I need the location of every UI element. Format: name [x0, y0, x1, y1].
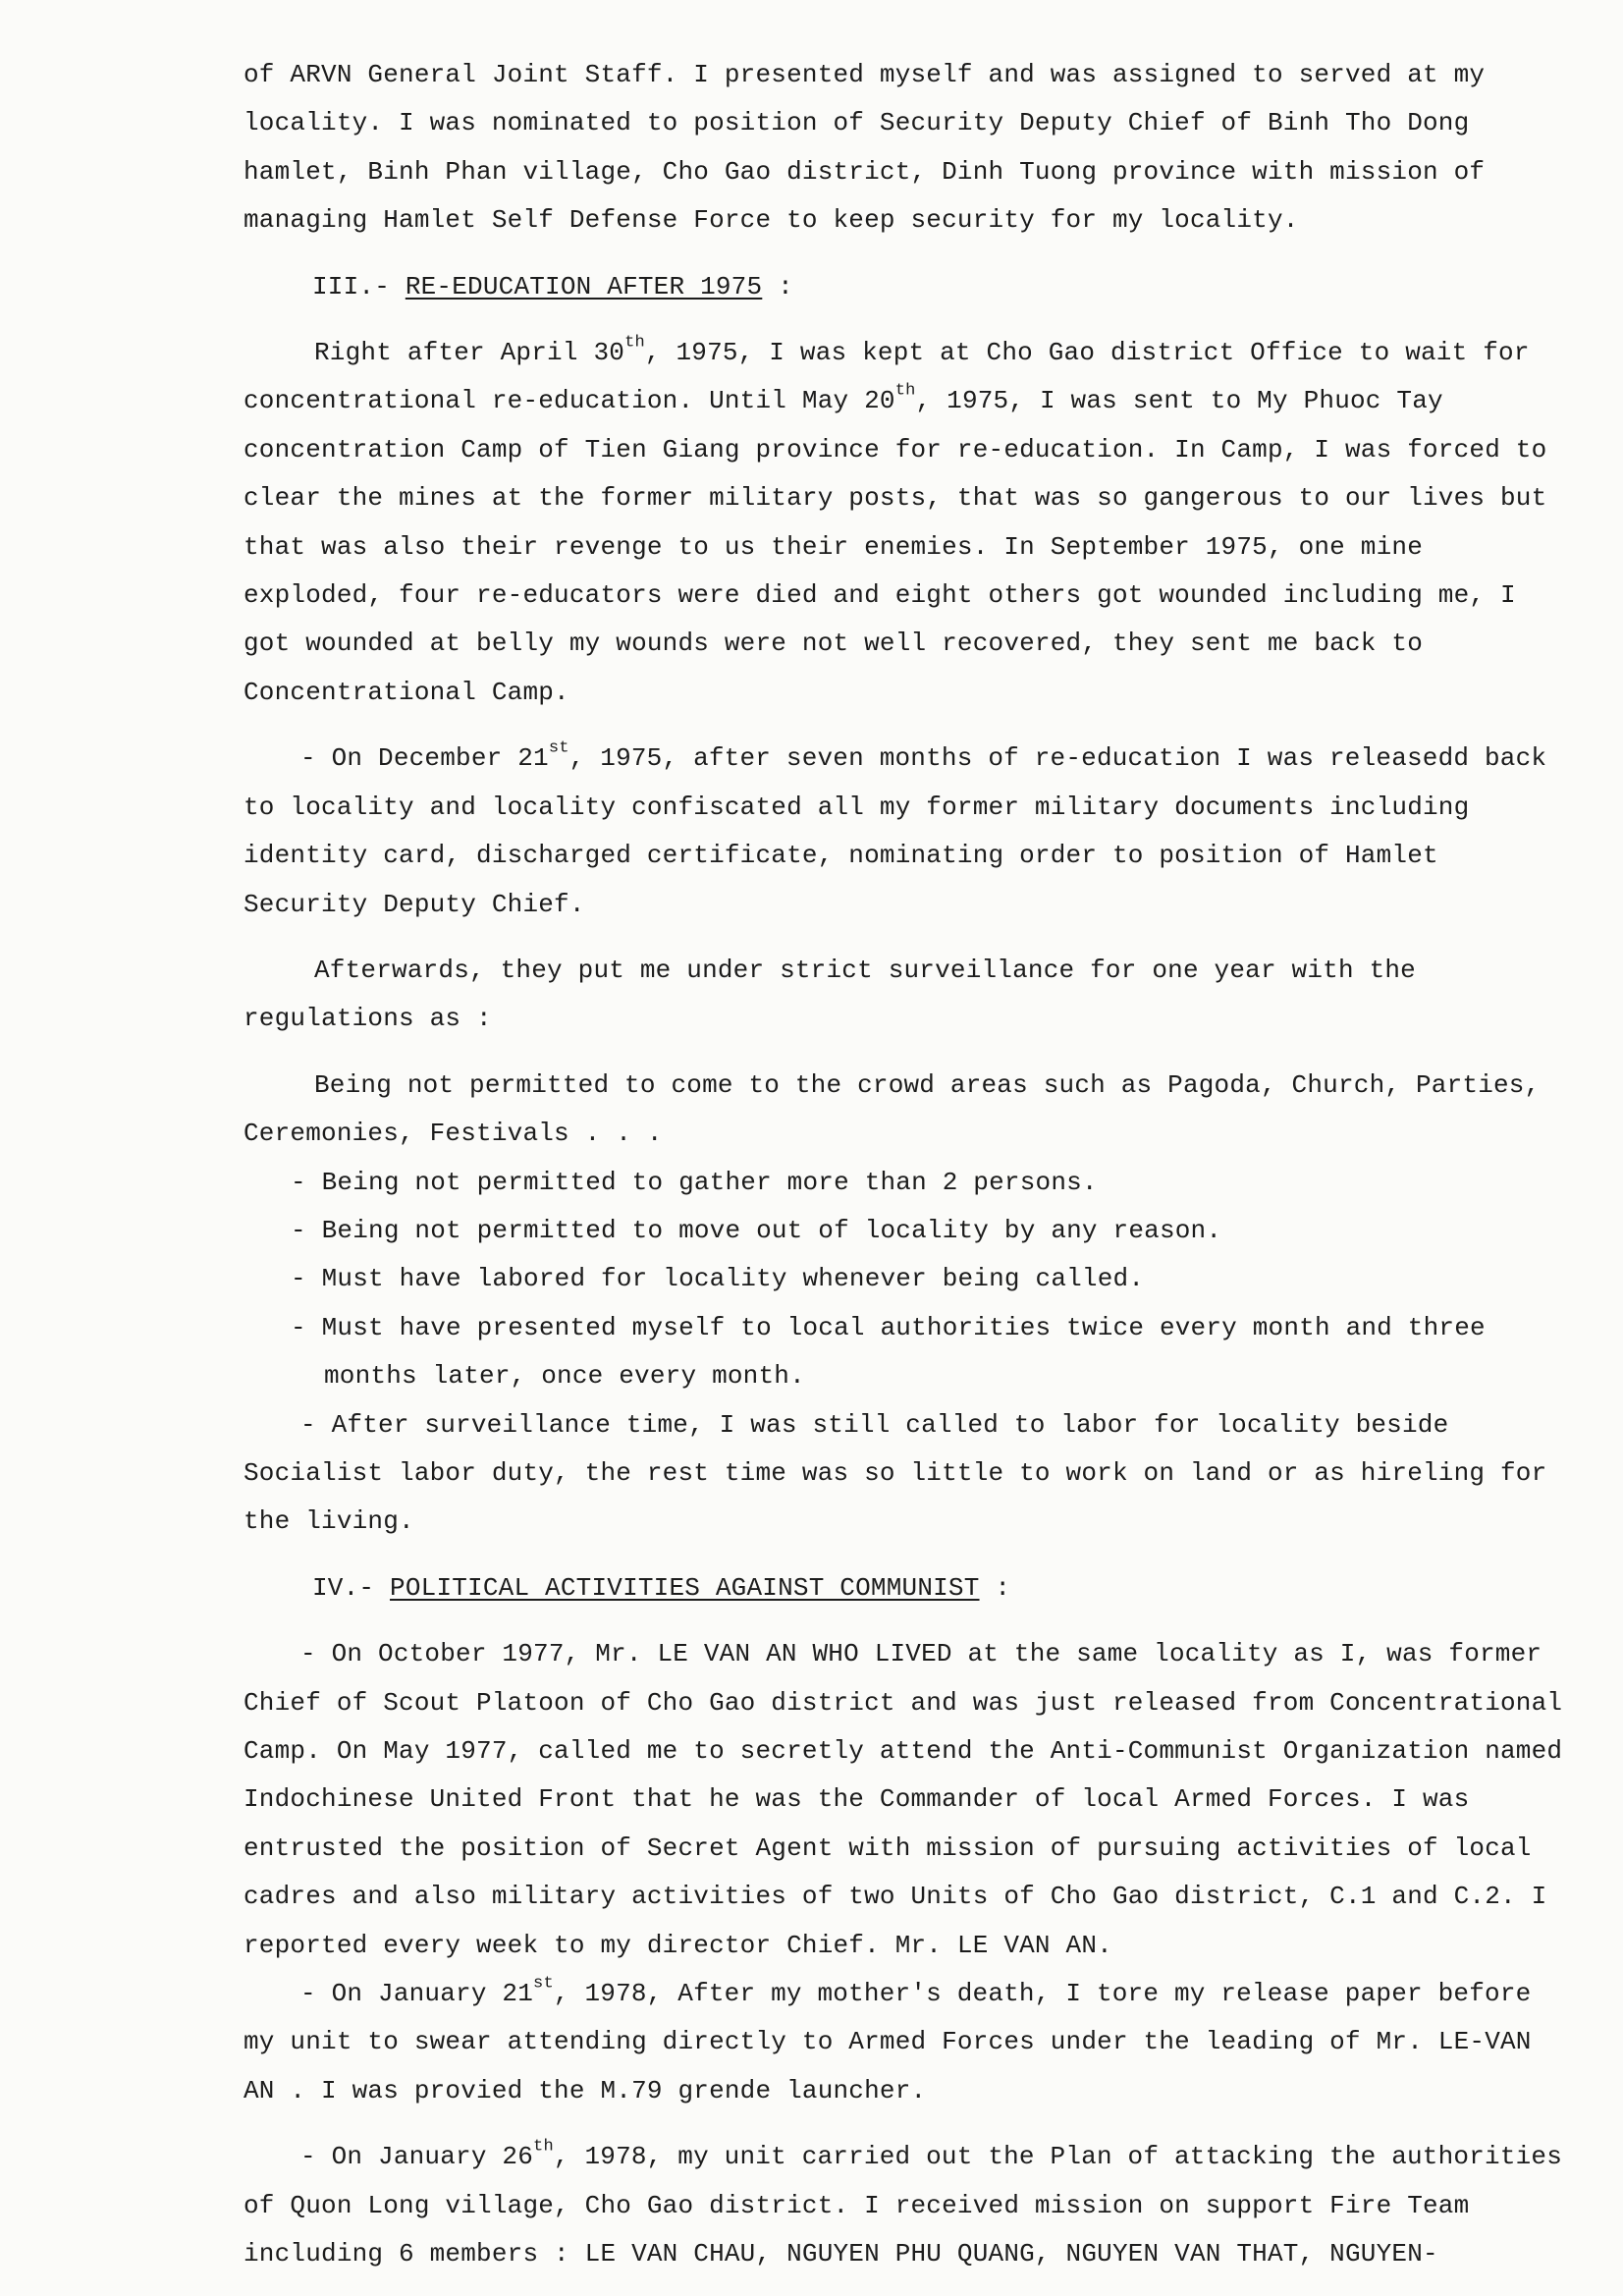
- section-number: IV.-: [312, 1572, 375, 1603]
- paragraph-attack-plan: - On January 26th, 1978, my unit carried out the Plan of attacking the authorities of Quon Long village, Cho Gao district. I received mission on support Fire Team including 6 members : LE VAN CHAU, NGUYEN PHU QUANG, NGUYEN VAN THAT, NGUYEN-: [243, 2137, 1563, 2269]
- section-heading-re-education: [312, 263, 1564, 311]
- list-item: - Being not permitted to gather more than 2 persons.: [291, 1167, 1098, 1197]
- paragraph-arvn-assignment: of ARVN General Joint Staff. I presented myself and was assigned to served at my locality. I was nominated to position of Security Deputy Chief of Binh Tho Dong hamlet, Binh Phan village, Cho Gao district, Dinh Tuong province with mission of managing Hamlet Self Defense Force to keep security for my locality.: [243, 60, 1486, 236]
- section-colon: :: [762, 271, 793, 301]
- section-title: POLITICAL ACTIVITIES AGAINST COMMUNIST: [390, 1572, 980, 1603]
- section-colon: :: [979, 1572, 1011, 1603]
- section-heading-political-activities: [312, 1564, 1564, 1613]
- list-item: - Being not permitted to move out of locality by any reason.: [291, 1215, 1222, 1245]
- section-number: III.-: [312, 271, 391, 301]
- paragraph-surveillance: Afterwards, they put me under strict surveillance for one year with the regulations as :: [243, 955, 1416, 1034]
- paragraph-concentration-camp: Right after April 30th, 1975, I was kept at Cho Gao district Office to wait for concentrational re-education. Until May 20th, 1975, I was sent to My Phuoc Tay concentration Camp of Tien Giang province for re-education. In Camp, I was forced to clear the mines at the former military posts, that was so gangerous to our lives but that was also their revenge to us their enemies. In September 1975, one mine exploded, four re-educators were died and eight others got wounded including me, I got wounded at belly my wounds were not well recovered, they sent me back to Concentrational Camp.: [243, 333, 1547, 707]
- section-title: RE-EDUCATION AFTER 1975: [405, 271, 763, 301]
- list-item: - Must have presented myself to local authorities twice every month and three months later, once every month.: [291, 1312, 1486, 1392]
- list-item: - Must have labored for locality whenever being called.: [291, 1264, 1145, 1294]
- paragraph-release: - On December 21st, 1975, after seven months of re-education I was releasedd back to locality and locality confiscated all my former military documents including identity card, discharged certificate, nominating order to position of Hamlet Security Deputy Chief.: [243, 738, 1547, 919]
- paragraph-crowd-areas: Being not permitted to come to the crowd areas such as Pagoda, Church, Parties, Ceremonies, Festivals . . .: [243, 1069, 1541, 1149]
- paragraph-armed-forces: - On January 21st, 1978, After my mother's death, I tore my release paper before my unit to swear attending directly to Armed Forces under the leading of Mr. LE-VAN AN . I was provied the M.79 grende launcher.: [243, 1974, 1532, 2105]
- paragraph-anti-communist-org: - On October 1977, Mr. LE VAN AN WHO LIVED at the same locality as I, was former Chief of Scout Platoon of Cho Gao district and was just released from Concentrational Camp. On May 1977, called me to secretly attend the Anti-Communist Organization named Indochinese United Front that he was the Commander of local Armed Forces. I was entrusted the position of Secret Agent with mission of pursuing activities of local cadres and also military activities of two Units of Cho Gao district, C.1 and C.2. I reported every week to my director Chief. Mr. LE VAN AN.: [243, 1639, 1563, 1960]
- paragraph-after-surveillance: - After surveillance time, I was still called to labor for locality beside Socialist labor duty, the rest time was so little to work on land or as hireling for the living.: [243, 1409, 1547, 1537]
